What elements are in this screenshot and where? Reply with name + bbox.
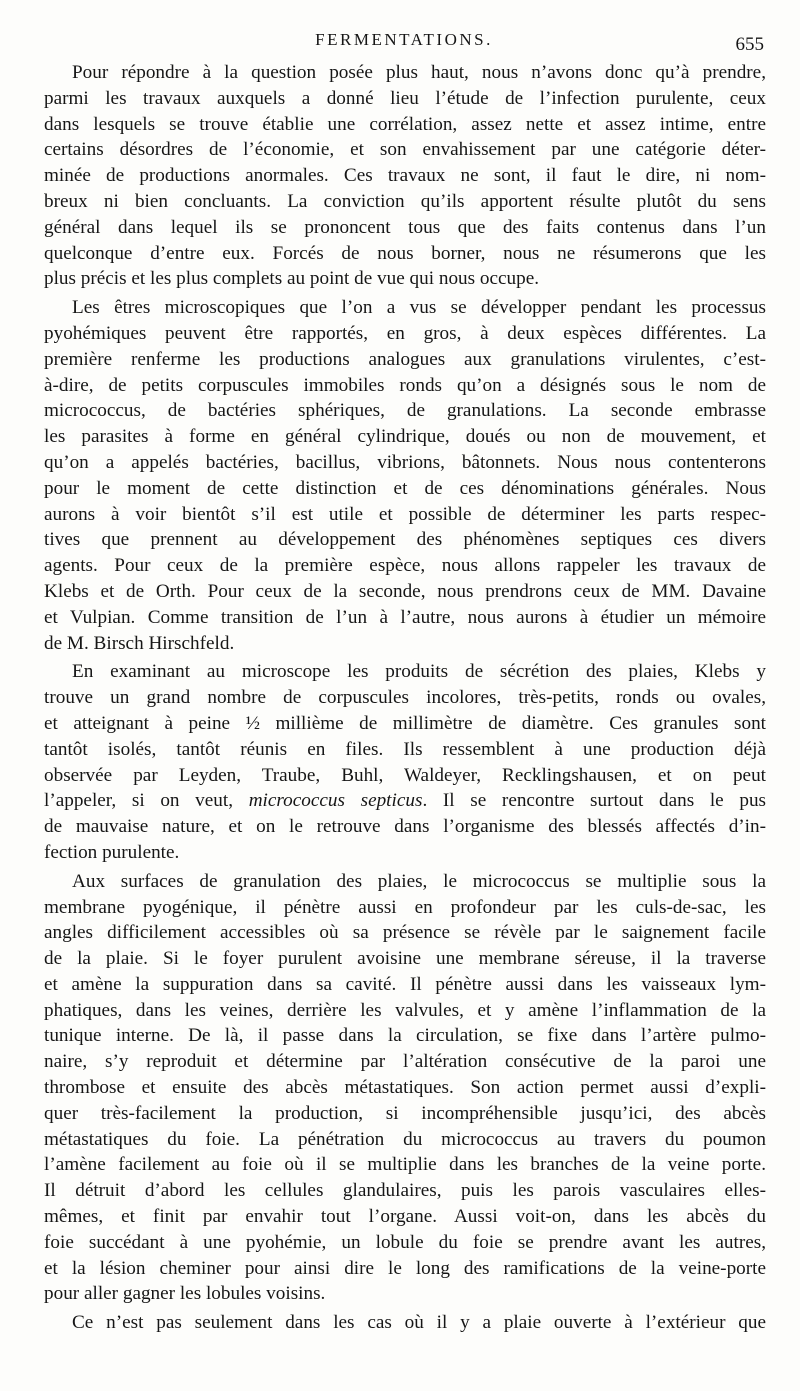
text-line: trouve un grand nombre de corpuscules incolores, très-petits, ronds ou ovales, [44,687,766,709]
text-line: plus précis et les plus complets au point de vue qui nous occupe. [44,268,540,290]
text-line: l’appeler, si on veut, micrococcus septicus. Il se rencontre surtout dans le pus [44,790,766,812]
text-line: tives que prennent au développement des phénomènes septiques ces divers [44,529,766,551]
text-line: tantôt isolés, tantôt réunis en files. Ils ressemblent à une production déjà [44,738,766,760]
text-line: foie succédant à une pyohémie, un lobule du foie se prendre avant les autres, [44,1231,766,1253]
running-head [44,30,764,56]
text-line: et Vulpian. Comme transition de l’un à l’autre, nous aurons à étudier un mémoire [44,606,766,628]
text-line: et atteignant à peine ½ millième de millimètre de diamètre. Ces granules sont [44,712,766,734]
running-title: FERMENTATIONS. [315,30,493,49]
text-line: à-dire, de petits corpuscules immobiles ronds qu’on a désignés sous le nom de [44,374,766,396]
text-line: première renferme les productions analogues aux granulations virulentes, c’est- [44,348,766,370]
text-line: micrococcus, de bactéries sphériques, de granulations. La seconde embrasse [44,400,766,422]
paragraph [44,869,766,1308]
text-line: naire, s’y reproduit et détermine par l’altération consécutive de la paroi une [44,1051,766,1073]
text-line: observée par Leyden, Traube, Buhl, Waldeyer, Recklingshausen, et on peut [44,764,766,786]
text-line: Klebs et de Orth. Pour ceux de la seconde, nous prendrons ceux de MM. Davaine [44,580,766,602]
text-line: agents. Pour ceux de la première espèce, nous allons rappeler les travaux de [44,555,766,577]
text-line: mêmes, et finit par envahir tout l’organe. Aussi voit-on, dans les abcès du [44,1206,766,1228]
text-line: certains désordres de l’économie, et son envahissement par une catégorie déter- [44,139,766,161]
text-line: breux ni bien concluants. La conviction qu’ils apportent résulte plutôt du sens [44,190,766,212]
text-line: quelconque d’entre eux. Forcés de nous borner, nous ne résumerons que les [44,242,766,264]
text-line: qu’on a appelés bactéries, bacillus, vibrions, bâtonnets. Nous nous contenterons [44,451,766,473]
text-line: fection purulente. [44,841,180,863]
text-line: aurons à voir bientôt s’il est utile et possible de déterminer les parts respec- [44,503,766,525]
text-line: pour aller gagner les lobules voisins. [44,1283,326,1305]
text-line: pour le moment de cette distinction et de ces dénominations générales. Nous [44,477,766,499]
text-line: Il détruit d’abord les cellules glandulaires, puis les parois vasculaires elles- [44,1180,766,1202]
text-line: métastatiques du foie. La pénétration du micrococcus au travers du poumon [44,1128,766,1150]
text-line: Les êtres microscopiques que l’on a vus se développer pendant les processus [72,297,766,319]
text-line: de la plaie. Si le foyer purulent avoisine une membrane séreuse, il la traverse [44,948,766,970]
page-number: 655 [735,34,764,55]
text-line: quer très-facilement la production, si incompréhensible jusqu’ici, des abcès [44,1102,766,1124]
text-line: général dans lequel ils se prononcent tous que des faits contenus dans l’un [44,216,766,238]
text-line: phatiques, dans les veines, derrière les valvules, et y amène l’inflammation de la [44,999,766,1021]
paragraph [44,60,766,292]
text-line: Pour répondre à la question posée plus haut, nous n’avons donc qu’à prendre, [72,62,766,83]
text-line: thrombose et ensuite des abcès métastatiques. Son action permet aussi d’expli- [44,1077,766,1099]
text-line: angles difficilement accessibles où sa présence se révèle par le saignement facile [44,922,766,944]
text-line: En examinant au microscope les produits de sécrétion des plaies, Klebs y [72,661,766,683]
text-line: membrane pyogénique, il pénètre aussi en profondeur par les culs-de-sac, les [44,896,766,918]
paragraph [44,295,766,656]
body-text [44,60,766,1336]
paragraph [44,659,766,865]
text-line: de M. Birsch Hirschfeld. [44,632,235,654]
text-line: les parasites à forme en général cylindrique, doués ou non de mouvement, et [44,426,766,448]
text-line: de mauvaise nature, et on le retrouve dans l’organisme des blessés affectés d’in- [44,816,766,838]
text-line: l’amène facilement au foie où il se multiplie dans les branches de la veine porte. [44,1154,766,1176]
text-line: dans lesquels se trouve établie une corrélation, assez nette et assez intime, entre [44,113,766,135]
paragraph [44,1310,766,1336]
text-line: parmi les travaux auxquels a donné lieu l’étude de l’infection purulente, ceux [44,87,766,109]
text-line: Aux surfaces de granulation des plaies, le micrococcus se multiplie sous la [72,870,766,892]
text-line: pyohémiques peuvent être rapportés, en gros, à deux espèces différentes. La [44,322,766,344]
text-line: et la lésion cheminer pour ainsi dire le long des ramifications de la veine-porte [44,1257,766,1279]
text-line: et amène la suppuration dans sa cavité. Il pénètre aussi dans les vaisseaux lym- [44,973,766,995]
text-line: minée de productions anormales. Ces travaux ne sont, il faut le dire, ni nom- [44,165,766,187]
text-line: Ce n’est pas seulement dans les cas où il y a plaie ouverte à l’extérieur que [72,1312,766,1334]
text-line: tunique interne. De là, il passe dans la circulation, se fixe dans l’artère pulmo- [44,1025,766,1047]
